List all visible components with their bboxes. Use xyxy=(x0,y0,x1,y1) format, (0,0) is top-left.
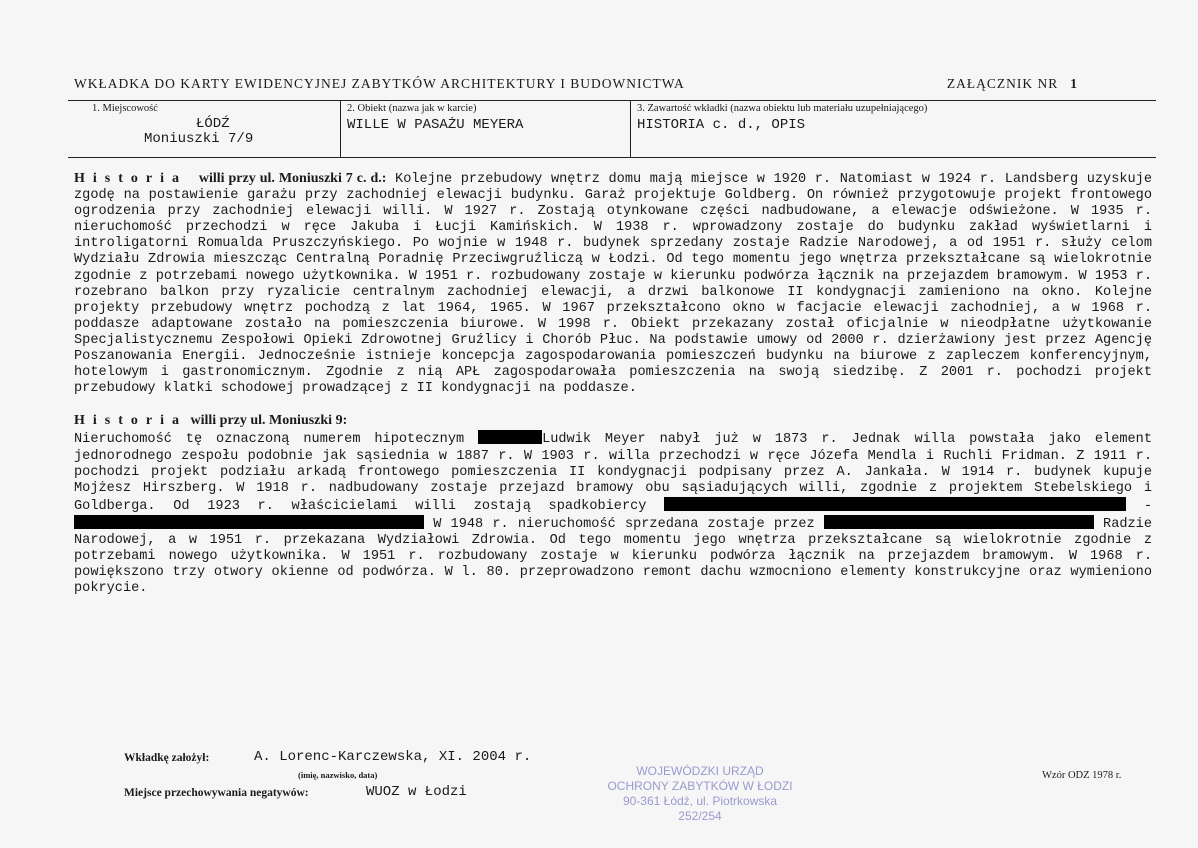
redaction-box xyxy=(74,515,424,529)
object-field xyxy=(340,101,631,157)
history-section-9 xyxy=(74,413,1152,597)
header-fields xyxy=(68,100,1156,158)
content-field xyxy=(630,101,1156,157)
document-title: WKŁADKA DO KARTY EWIDENCYJNEJ ZABYTKÓW ARCHITEKTURY I BUDOWNICTWA xyxy=(74,76,685,91)
negatives-label: Miejsce przechowywania negatywów: xyxy=(124,787,309,799)
section-9-heading xyxy=(74,413,347,428)
section-9-dash: - xyxy=(1143,498,1152,514)
locality-city: ŁÓDŹ xyxy=(196,116,230,132)
section-9-body-b: Ludwik Meyer nabył już w 1873 r. Jednak willa powstała jako element jednorodnego zespołu podobnie jak sąsiednia w 1887 r. W 1903 r. willa przechodzi w ręce Józefa Mendla i Ruchli Fridman. Z 1911 r. pochodzi projekt podziału arkadą frontowego pomieszczenia II kondygnacji podpisany przez A. Jankała. W 1914 r. budynek kupuje Mojżesz Hirszberg. W 1918 r. nadbudowany zostaje przejazd bramowy obu sąsiadujących willi, zgodnie z projektem Stebelskiego i Goldberga. Od 1923 r. właścicielami willi zostają spadkobiercy xyxy=(74,432,1152,514)
founder-note: (imię, nazwisko, data) xyxy=(298,770,378,780)
history-text xyxy=(74,171,1152,597)
section-9-heading-spaced: Historia xyxy=(74,413,187,429)
object-label: 2. Obiekt (nazwa jak w karcie) xyxy=(347,103,477,114)
annex-label: ZAŁĄCZNIK NR xyxy=(946,76,1059,91)
section-7-heading-rest: willi przy ul. Moniuszki 7 c. d.: xyxy=(198,171,387,186)
stamp-line-1: WOJEWÓDZKI URZĄD xyxy=(636,764,764,778)
annex-value: 1 xyxy=(1070,76,1078,91)
annex-number xyxy=(947,76,1078,92)
locality-field xyxy=(68,101,340,157)
office-stamp xyxy=(602,764,798,824)
locality-address: Moniuszki 7/9 xyxy=(144,131,254,147)
stamp-line-2: OCHRONY ZABYTKÓW W ŁODZI xyxy=(607,779,793,793)
history-section-7 xyxy=(74,171,1152,397)
section-9-body-c: W 1948 r. nieruchomość sprzedana zostaje przez xyxy=(433,516,815,532)
section-9-heading-rest: willi przy ul. Moniuszki 9: xyxy=(190,413,348,429)
redaction-box xyxy=(824,515,1094,529)
section-9-body-a: Nieruchomość tę oznaczoną numerem hipotecznym xyxy=(74,432,465,448)
stamp-line-3: 90-361 Łódź, ul. Piotrkowska 252/254 xyxy=(622,794,778,823)
object-value: WILLE W PASAŻU MEYERA xyxy=(347,117,524,133)
section-9-body-d: Radzie Narodowej, a w 1951 r. przekazana Wydziałowi Zdrowia. Od tego momentu jego wnętrza przekształcane są wielokrotnie zgodnie z potrzebami nowego użytkownika. W 1951 r. rozbudowany zostaje w kierunku podwórza łącznik na przejazdem bramowym. W 1968 r. powiększono trzy otwory okienne od podwórza. W l. 80. przeprowadzono remont dachu wzmocniono elementy konstrukcyjne oraz wymieniono pokrycie. xyxy=(74,516,1152,597)
negatives-value: WUOZ w Łodzi xyxy=(366,784,467,800)
redaction-box xyxy=(478,430,542,444)
content-label: 3. Zawartość wkładki (nazwa obiektu lub materiału uzupełniającego) xyxy=(637,103,928,114)
section-7-heading xyxy=(74,171,386,186)
founder-label: Wkładkę założył: xyxy=(124,752,210,764)
form-version: Wzór ODZ 1978 r. xyxy=(1042,770,1122,781)
content-value: HISTORIA c. d., OPIS xyxy=(637,117,806,133)
redaction-box xyxy=(664,497,1126,511)
founder-value: A. Lorenc-Karczewska, XI. 2004 r. xyxy=(254,749,532,765)
locality-label: 1. Miejscowość xyxy=(92,103,158,114)
section-7-heading-spaced: Historia xyxy=(74,171,187,186)
section-7-body: Kolejne przebudowy wnętrz domu mają miejsce w 1920 r. Natomiast w 1924 r. Landsberg uzyskuje zgodę na postawienie garażu przy zachodniej elewacji budynku. Garaż projektuje Goldberg. On również przygotowuje projekt frontowego ogrodzenia przy zachodniej elewacji willi. W 1927 r. Zostają otynkowane części nadbudowane, a elewacje odświeżone. W 1935 r. nieruchomość przechodzi w ręce Jakuba i Łucji Kamińskich. W 1938 r. wprowadzony zostaje do budynku zakład wyświetlarni i introligatorni Romualda Pruszczyńskiego. Po wojnie w 1948 r. budynek sprzedany zostaje Radzie Narodowej, a od 1951 r. służy celom Wydziału Zdrowia mieszcząc Centralną Poradnię Przeciwgruźliczą w Łodzi. Od tego momentu jego wnętrza przekształcane są wielokrotnie zgodnie z potrzebami nowego użytkownika. W 1951 r. rozbudowany zostaje w kierunku podwórza łącznik na przejazdem bramowym. W 1953 r. rozebrano balkon przy ryzalicie centralnym zachodniej elewacji, a drzwi balkonowe II kondygnacji zamieniono na okno. Kolejne projekty przebudowy wnętrz pochodzą z lat 1964, 1965. W 1967 przekształcono okno w facjacie elewacji zachodniej, a w 1968 r. poddasze adaptowane zostało na pomieszczenia biurowe. W 1998 r. Obiekt przekazany został oficjalnie w nieodpłatne użytkowanie Specjalistycznemu Zespołowi Opieki Zdrowotnej Gruźlicy i Chorób Płuc. Na podstawie umowy od 2000 r. dzierżawiony jest przez Agencję Poszanowania Energii. Jednocześnie istnieje koncepcja zagospodarowania pomieszczeń budynku na biurowe z zapleczem konferencyjnym, hotelowym i gastronomicznym. Zgodnie z nią APŁ zagospodarowała pomieszczenia na swoją siedzibę. Z 2001 r. pochodzi projekt przebudowy klatki schodowej prowadzącej z II kondygnacji na poddasze. xyxy=(74,172,1152,397)
